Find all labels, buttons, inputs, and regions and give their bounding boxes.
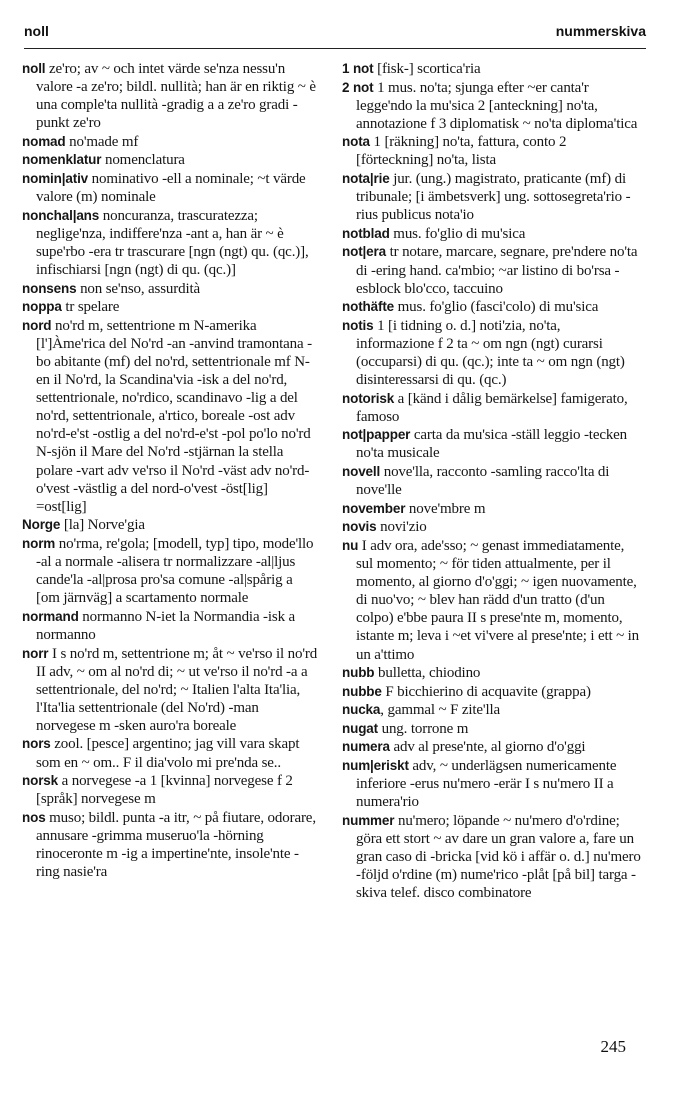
- entry-headword: norm: [22, 535, 56, 551]
- page-number: 245: [600, 1037, 626, 1056]
- entry-headword: normand: [22, 608, 79, 624]
- entry-definition: no'rma, re'gola; [modell, typ] tipo, mode'llo -al a normale -alisera tr normalizzare -al|ljus cande'la -al|prosa pro'sa comune -al|spårig a [om järnväg] a scartamento normale: [36, 535, 314, 607]
- dictionary-entry: [342, 537, 642, 664]
- entry-definition: ung. torrone m: [378, 720, 469, 737]
- entry-definition: noncuranza, trascuratezza; neglige'nza, indiffere'nza -ant a, han är ~ è supe'rbo -era tr trascurare [ngn (ngt) qu. (qc.)], infischiarsi [ngn (ngt) di qu. (qc.)]: [36, 207, 309, 279]
- dictionary-entry: [22, 317, 318, 516]
- entry-definition: adv, ~ underlägsen numericamente inferiore -erus nu'mero -erär I s nu'mero II a numera'rio: [356, 758, 617, 811]
- dictionary-entry: [22, 151, 318, 169]
- entry-definition: tr spelare: [61, 299, 120, 316]
- entry-definition: bulletta, chiodino: [374, 665, 481, 682]
- entry-definition: nu'mero; löpande ~ nu'mero d'o'rdine; göra ett stort ~ av dare un gran valore a, fare un gran caso di -bricka [vid kö i affär o. d.] nu'mero -följd o'rdine (m) nume'rico -plåt [på bil] targa -skiva telef. disco combinatore: [356, 812, 641, 902]
- entry-headword: 2 not: [342, 79, 374, 95]
- dictionary-entry: [342, 426, 642, 462]
- entry-headword: Norge: [22, 517, 61, 533]
- running-head-right: nummerskiva: [555, 23, 646, 39]
- entry-headword: novis: [342, 519, 377, 535]
- entry-definition: carta da mu'sica -ställ leggio -tecken no'ta musicale: [356, 427, 628, 462]
- entry-headword: notorisk: [342, 390, 395, 406]
- entry-headword: not|era: [342, 244, 386, 260]
- entry-headword: nummer: [342, 812, 395, 828]
- entry-definition: nomenclatura: [101, 152, 185, 169]
- entry-definition: muso; bildl. punta -a itr, ~ på fiutare, odorare, annusare -grimma museruo'la -hörning rinoceronte m -ig a impertine'nte, insole'nte -ring nasie'ra: [36, 809, 316, 881]
- entry-headword: nu: [342, 537, 359, 553]
- dictionary-entry: [22, 535, 318, 607]
- entry-definition: novi'zio: [376, 519, 427, 536]
- entry-definition: nominativo -ell a nominale; ~t värde valore (m) nominale: [36, 171, 306, 206]
- dictionary-entry: [342, 738, 642, 756]
- dictionary-entry: [342, 463, 642, 499]
- entry-headword: nota: [342, 134, 370, 150]
- entry-definition: a norvegese -a 1 [kvinna] norvegese f 2 [språk] norvegese m: [36, 773, 293, 808]
- entry-definition: non se'nso, assurdità: [76, 280, 201, 297]
- entry-headword: nos: [22, 809, 46, 825]
- dictionary-entry: [22, 516, 318, 534]
- left-column: [22, 60, 318, 882]
- dictionary-entry: [22, 133, 318, 151]
- entry-definition: 1 mus. no'ta; sjunga efter ~er canta'r legge'ndo la mu'sica 2 [anteckning] no'ta, annotazione f 3 diplomatisk ~ no'ta diploma'tica: [356, 79, 638, 132]
- dictionary-entry: [22, 772, 318, 808]
- dictionary-entry: [342, 757, 642, 811]
- dictionary-entry: [22, 645, 318, 735]
- entry-headword: notis: [342, 317, 374, 333]
- dictionary-entry: [22, 207, 318, 279]
- dictionary-entry: [22, 735, 318, 771]
- entry-headword: norr: [22, 645, 49, 661]
- entry-headword: not|papper: [342, 427, 411, 443]
- dictionary-entry: [22, 170, 318, 206]
- entry-definition: no'rd m, settentrione m N-amerika [l']Àme'rica del No'rd -an -anvind tramontana -bo abitante (mf) del no'rd, settentrionale mf N-en il No'rd, la Scandina'via -isk a del no'rd, settentrionale, no'rdico, scandinavo -lig a del no'rd, settentrionale, a'rtico, boreale -ost adv no'rd-e'st -ostlig a del no'rd-e'st -pol po'lo no'rd N-sjön il Mare del No'rd -stjärnan la stella polare -vart adv ve'rso il No'rd -väst adv no'rd-o'vest -västlig a del nord-o'vest -öst[lig] =ost[lig]: [36, 317, 312, 515]
- entry-headword: noll: [22, 61, 46, 76]
- dictionary-entry: [342, 317, 642, 389]
- dictionary-entry: [342, 390, 642, 426]
- dictionary-entry: [342, 720, 642, 738]
- entry-definition: nove'mbre m: [405, 500, 486, 517]
- entry-headword: nota|rie: [342, 171, 390, 187]
- dictionary-entry: [342, 243, 642, 297]
- entry-headword: nugat: [342, 720, 378, 736]
- dictionary-entry: [22, 60, 318, 132]
- entry-headword: nomin|ativ: [22, 171, 89, 187]
- entry-headword: nonchal|ans: [22, 207, 100, 223]
- entry-definition: ze'ro; av ~ och intet värde se'nza nessu'n valore -a ze'ro; bildl. nullità; han är en riktig ~ è una comple'ta nullità -gradig a a ze'ro gradi -punkt ze'ro: [36, 61, 316, 132]
- entry-headword: novell: [342, 464, 381, 480]
- entry-headword: noppa: [22, 299, 62, 315]
- entry-headword: nubbe: [342, 683, 382, 699]
- dictionary-entry: [342, 664, 642, 682]
- entry-headword: nors: [22, 736, 51, 752]
- entry-headword: num|eriskt: [342, 758, 409, 774]
- entry-definition: tr notare, marcare, segnare, pre'ndere no'ta di -ering hand. ca'mbio; ~ar listino di bo'rsa -esblock blo'cco, taccuino: [356, 244, 638, 297]
- dictionary-entry: [342, 170, 642, 224]
- entry-definition: mus. fo'glio di mu'sica: [389, 225, 526, 242]
- entry-definition: no'made mf: [65, 133, 139, 150]
- header-rule: [24, 48, 646, 49]
- entry-headword: norsk: [22, 773, 59, 789]
- dictionary-entry: [342, 500, 642, 518]
- dictionary-entry: [342, 79, 642, 133]
- dictionary-entry: [22, 608, 318, 644]
- dictionary-entry: [22, 280, 318, 298]
- entry-headword: numera: [342, 739, 390, 755]
- dictionary-entry: [342, 298, 642, 316]
- dictionary-entry: [22, 298, 318, 316]
- entry-headword: nucka: [342, 702, 381, 718]
- entry-headword: nothäfte: [342, 299, 395, 315]
- entry-definition: adv al prese'nte, al giorno d'o'ggi: [389, 739, 586, 756]
- entry-definition: a [känd i dålig bemärkelse] famigerato, famoso: [356, 390, 628, 425]
- dictionary-entry: [342, 225, 642, 243]
- entry-definition: , gammal ~ F zite'lla: [380, 702, 501, 719]
- entry-headword: notblad: [342, 225, 390, 241]
- entry-headword: nubb: [342, 665, 375, 681]
- entry-definition: mus. fo'glio (fasci'colo) di mu'sica: [394, 299, 599, 316]
- right-column: [342, 60, 642, 903]
- entry-headword: 1 not: [342, 61, 374, 76]
- entry-headword: november: [342, 500, 406, 516]
- entry-definition: I adv ora, ade'sso; ~ genast immediatamente, sul momento; ~ för tiden attualmente, per il momento, al giorno d'o'ggi; ~ igen nuovamente, di nuo'vo; ~ blev han rädd d'un tratto (d'un colpo) e'bbe paura II s prese'nte m, momento, istante m; leva i ~et vi'vere al prese'nte; i ett ~ in un a'ttimo: [356, 537, 640, 663]
- entry-definition: jur. (ung.) magistrato, praticante (mf) di tribunale; [i ämbetsverk] ung. sottosegreta'rio -rius publicus nota'io: [356, 171, 631, 224]
- entry-definition: nove'lla, racconto -samling racco'lta di nove'lle: [356, 464, 610, 499]
- entry-definition: 1 [räkning] no'ta, fattura, conto 2 [förteckning] no'ta, lista: [356, 134, 567, 169]
- dictionary-entry: [22, 809, 318, 881]
- dictionary-entry: [342, 133, 642, 169]
- dictionary-entry: [342, 518, 642, 536]
- dictionary-entry: [342, 701, 642, 719]
- entry-definition: [fisk-] scortica'ria: [373, 61, 481, 77]
- dictionary-entry: [342, 812, 642, 902]
- dictionary-entry: [342, 60, 642, 78]
- entry-definition: 1 [i tidning o. d.] noti'zia, no'ta, informazione f 2 ta ~ om ngn (ngt) curarsi (occuparsi) di qu. (qc.); inte ta ~ om ngn (ngt) disinteressarsi di qu. (qc.): [356, 317, 625, 389]
- entry-headword: nord: [22, 317, 52, 333]
- entry-headword: nomenklatur: [22, 152, 102, 168]
- entry-definition: F bicchierino di acquavite (grappa): [381, 683, 591, 700]
- entry-definition: I s no'rd m, settentrione m; åt ~ ve'rso il no'rd II adv, ~ om al no'rd di; ~ ut ve'rso il no'rd -a a settentrionale, del no'rd; ~ Italien l'alta Ita'lia, l'Ita'lia settentrionale (del No'rd) -man norvegese m -sken auro'ra boreale: [36, 645, 318, 734]
- entry-definition: normanno N-iet la Normandia -isk a normanno: [36, 608, 296, 643]
- dictionary-entry: [342, 683, 642, 701]
- entry-headword: nonsens: [22, 280, 77, 296]
- entry-definition: zool. [pesce] argentino; jag vill vara skapt som en ~ om.. F il dia'volo mi pre'nda se..: [36, 736, 300, 771]
- running-head-left: noll: [24, 23, 49, 39]
- entry-definition: [la] Norve'gia: [60, 517, 145, 534]
- entry-headword: nomad: [22, 133, 66, 149]
